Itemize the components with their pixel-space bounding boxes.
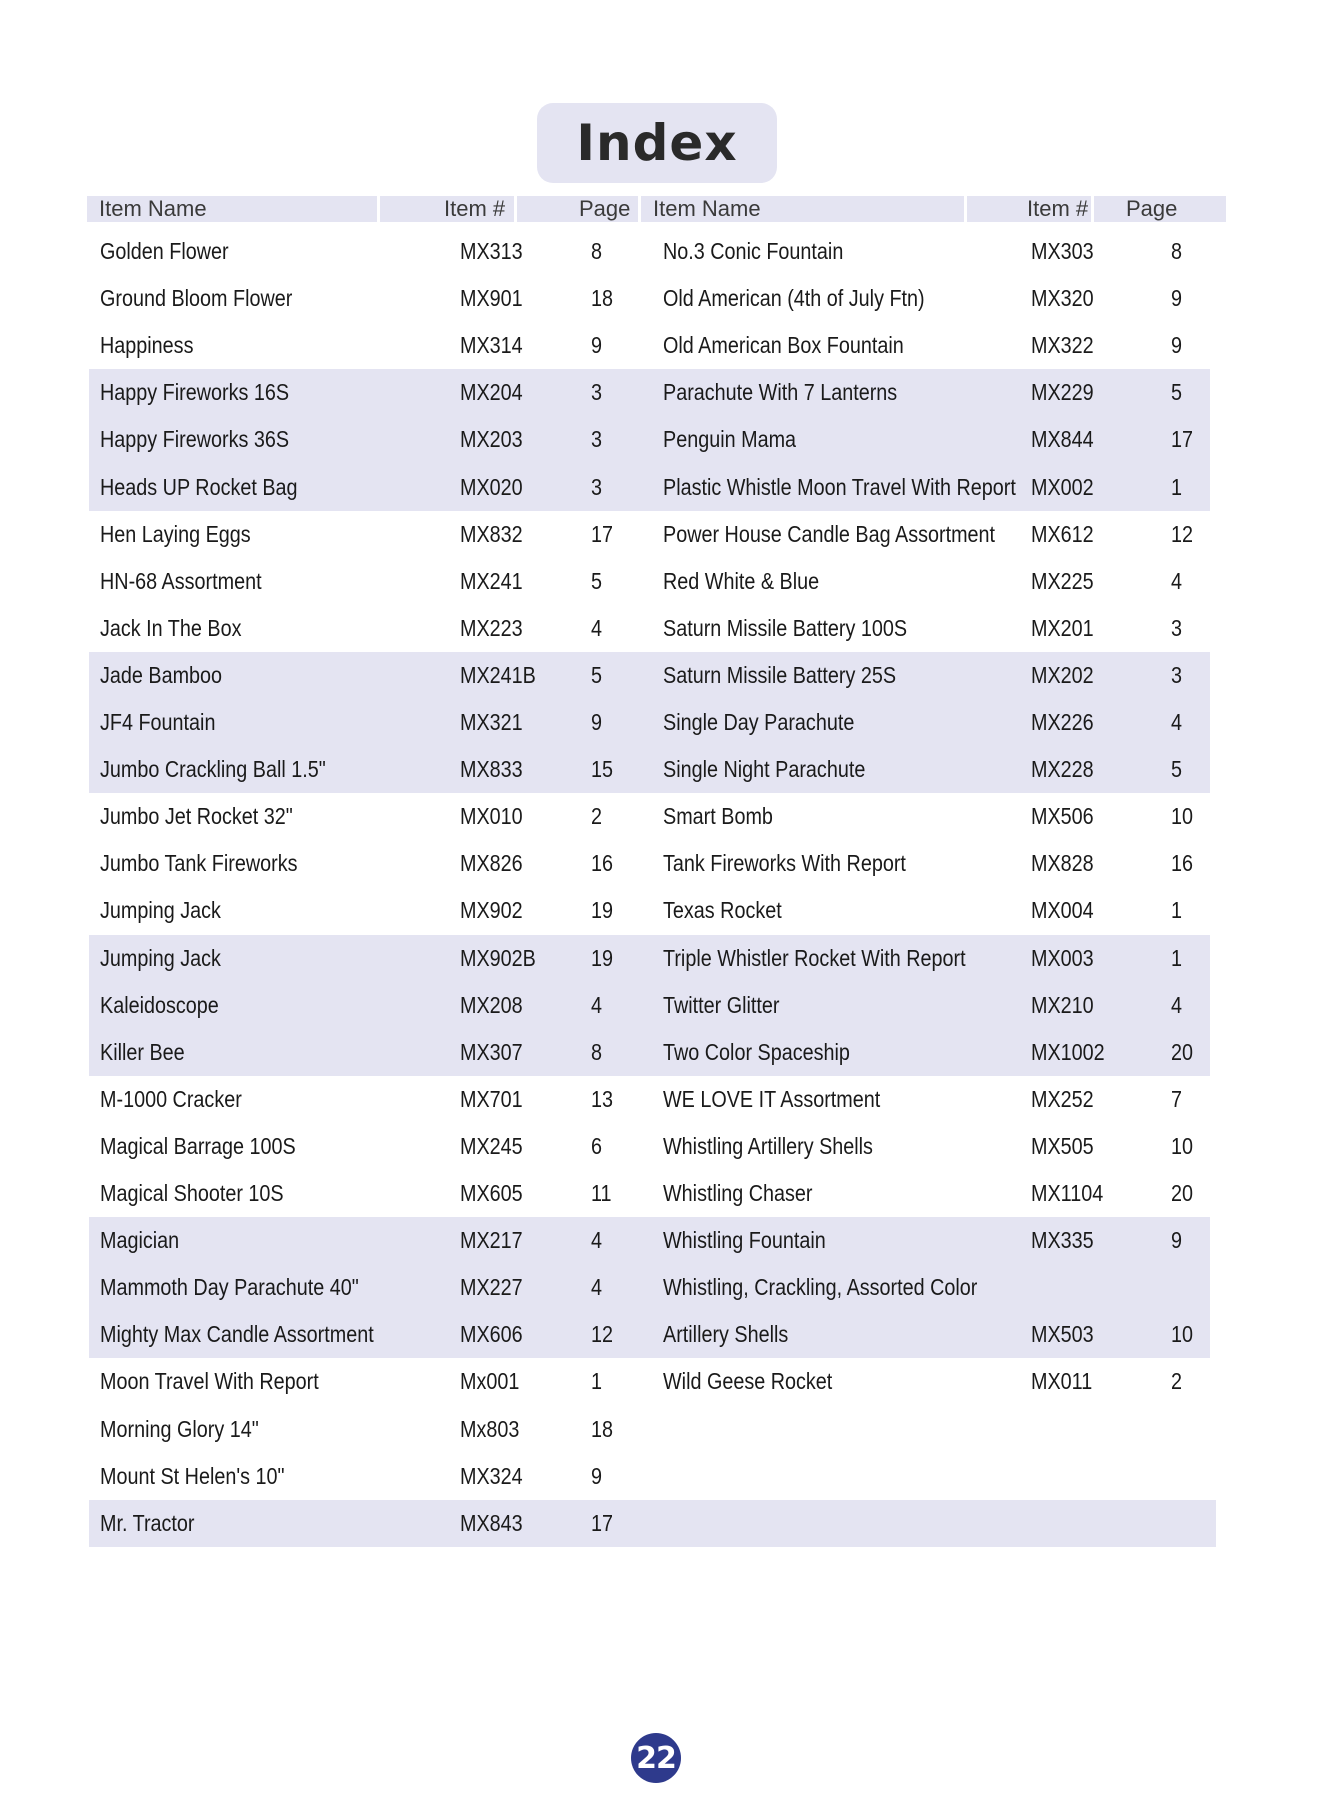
left-page-number-cell: 8 [591,1038,603,1065]
left-page-number-cell: 9 [591,1462,603,1489]
table-row [0,746,1317,793]
table-row [0,1358,1317,1405]
table-row [0,887,1317,934]
left-page-number-cell: 19 [591,897,614,924]
right-item-name-cell: Old American Box Fountain [663,332,904,359]
right-item-number-cell: MX011 [1031,1368,1093,1395]
right-item-number-cell: MX229 [1031,379,1094,406]
left-item-number-cell: MX203 [460,426,523,453]
table-row [0,464,1317,511]
right-item-name-cell: Triple Whistler Rocket With Report [663,944,966,971]
right-item-name-cell: Saturn Missile Battery 100S [663,614,908,641]
page-number: 22 [636,1740,676,1776]
right-item-number-cell: MX1104 [1031,1180,1104,1206]
right-item-name-cell: Saturn Missile Battery 25S [663,661,897,688]
left-item-number-cell: MX902 [460,897,523,924]
left-item-number-cell: MX826 [460,850,523,877]
header-page-left: Page [517,196,638,222]
right-page-number-cell: 9 [1171,332,1183,359]
right-page-number-cell: 9 [1171,285,1183,312]
left-page-number-cell: 9 [591,709,603,735]
left-item-name-cell: Heads UP Rocket Bag [100,473,298,500]
right-page-number-cell: 1 [1171,944,1183,971]
right-item-name-cell: Single Day Parachute [663,709,855,735]
right-item-name-cell: Red White & Blue [663,567,820,594]
left-item-name-cell: HN-68 Assortment [100,567,262,594]
right-page-number-cell: 12 [1171,520,1194,547]
right-page-number-cell: 17 [1171,426,1194,453]
right-item-name-cell: WE LOVE IT Assortment [663,1085,881,1112]
table-row [0,1500,1317,1547]
right-item-name-cell: Twitter Glitter [663,991,780,1018]
right-item-name-cell: Texas Rocket [663,897,782,924]
right-page-number-cell: 10 [1171,1321,1194,1348]
right-item-name-cell: Artillery Shells [663,1321,789,1348]
left-page-number-cell: 16 [591,850,614,877]
left-item-name-cell: Golden Flower [100,238,229,264]
right-item-number-cell: MX252 [1031,1085,1094,1112]
right-item-number-cell: MX322 [1031,332,1094,359]
left-item-number-cell: MX324 [460,1462,523,1489]
right-item-name-cell: Whistling Artillery Shells [663,1132,873,1159]
right-item-number-cell: MX002 [1031,473,1094,500]
left-page-number-cell: 1 [591,1368,603,1395]
table-row [0,1311,1317,1358]
right-item-number-cell: MX003 [1031,944,1094,971]
left-item-number-cell: MX241B [460,661,536,688]
right-item-number-cell: MX503 [1031,1321,1094,1348]
right-item-number-cell: MX505 [1031,1132,1094,1159]
left-item-name-cell: Jumbo Crackling Ball 1.5" [100,756,326,783]
left-item-number-cell: MX902B [460,944,536,971]
left-item-name-cell: Jack In The Box [100,614,242,641]
left-page-number-cell: 4 [591,1274,603,1301]
right-item-number-cell: MX303 [1031,238,1094,264]
left-item-name-cell: Hen Laying Eggs [100,520,251,547]
left-page-number-cell: 4 [591,1227,603,1254]
table-row [0,1076,1317,1123]
right-page-number-cell: 10 [1171,1132,1194,1159]
table-row [0,369,1317,416]
right-item-number-cell: MX828 [1031,850,1094,877]
table-row [0,935,1317,982]
left-page-number-cell: 17 [591,1509,614,1536]
left-item-number-cell: MX010 [460,803,523,830]
header-page-right: Page [1094,196,1226,222]
left-item-name-cell: Killer Bee [100,1038,185,1065]
left-item-name-cell: Happiness [100,332,194,359]
left-item-name-cell: Ground Bloom Flower [100,285,293,312]
right-item-number-cell: MX201 [1031,614,1094,641]
right-item-number-cell: MX506 [1031,803,1094,830]
right-item-name-cell: Power House Candle Bag Assortment [663,520,996,547]
left-item-number-cell: Mx803 [460,1415,520,1442]
left-page-number-cell: 9 [591,332,603,359]
right-page-number-cell: 4 [1171,567,1183,594]
left-item-name-cell: M-1000 Cracker [100,1085,242,1112]
right-page-number-cell: 4 [1171,991,1183,1018]
right-page-number-cell: 10 [1171,803,1194,830]
right-item-name-cell: Whistling, Crackling, Assorted Color [663,1274,978,1301]
left-item-name-cell: JF4 Fountain [100,709,216,735]
header-item-no-left: Item # [380,196,514,222]
left-page-number-cell: 3 [591,426,603,453]
left-item-name-cell: Jumbo Jet Rocket 32" [100,803,293,830]
left-page-number-cell: 19 [591,944,614,971]
left-item-name-cell: Jade Bamboo [100,661,223,688]
right-item-number-cell: MX1002 [1031,1038,1105,1065]
left-item-name-cell: Magician [100,1227,180,1254]
table-row [0,1029,1317,1076]
right-item-name-cell: Whistling Chaser [663,1180,813,1206]
left-page-number-cell: 6 [591,1132,603,1159]
left-item-number-cell: MX901 [460,285,523,312]
left-page-number-cell: 3 [591,473,603,500]
table-row [0,416,1317,463]
right-item-name-cell: No.3 Conic Fountain [663,238,844,264]
left-item-name-cell: Jumbo Tank Fireworks [100,850,298,877]
left-item-number-cell: MX208 [460,991,523,1018]
right-page-number-cell: 5 [1171,379,1183,406]
left-item-name-cell: Mr. Tractor [100,1509,195,1536]
right-item-number-cell: MX320 [1031,285,1094,312]
right-item-number-cell: MX844 [1031,426,1094,453]
right-item-name-cell: Old American (4th of July Ftn) [663,285,925,312]
right-page-number-cell: 5 [1171,756,1183,783]
right-page-number-cell: 20 [1171,1180,1194,1206]
left-page-number-cell: 13 [591,1085,614,1112]
left-item-number-cell: MX832 [460,520,523,547]
left-item-number-cell: MX321 [460,709,523,735]
left-item-name-cell: Morning Glory 14" [100,1415,259,1442]
right-item-name-cell: Plastic Whistle Moon Travel With Report [663,473,1016,500]
left-item-name-cell: Magical Barrage 100S [100,1132,296,1159]
right-item-number-cell: MX225 [1031,567,1094,594]
right-item-name-cell: Two Color Spaceship [663,1038,850,1065]
left-page-number-cell: 11 [591,1180,612,1206]
table-row [0,1453,1317,1500]
left-item-number-cell: MX701 [460,1085,523,1112]
table-row [0,1170,1317,1217]
index-title-box [537,103,777,183]
right-item-name-cell: Parachute With 7 Lanterns [663,379,898,406]
table-row [0,793,1317,840]
table-row [0,1123,1317,1170]
left-item-name-cell: Jumping Jack [100,897,221,924]
right-page-number-cell: 16 [1171,850,1194,877]
right-page-number-cell: 4 [1171,709,1183,735]
left-page-number-cell: 18 [591,285,614,312]
left-page-number-cell: 5 [591,661,603,688]
left-page-number-cell: 18 [591,1415,614,1442]
table-header [87,196,1226,222]
table-row [0,322,1317,369]
right-page-number-cell: 8 [1171,238,1183,264]
left-item-number-cell: MX843 [460,1509,523,1536]
right-item-number-cell: MX226 [1031,709,1094,735]
right-page-number-cell: 3 [1171,614,1183,641]
left-item-name-cell: Magical Shooter 10S [100,1180,284,1206]
right-item-name-cell: Wild Geese Rocket [663,1368,833,1395]
left-item-number-cell: MX833 [460,756,523,783]
left-item-name-cell: Happy Fireworks 36S [100,426,290,453]
table-row [0,558,1317,605]
right-page-number-cell: 20 [1171,1038,1194,1065]
left-item-number-cell: MX313 [460,238,523,264]
table-row [0,840,1317,887]
left-item-number-cell: MX314 [460,332,523,359]
left-item-number-cell: MX245 [460,1132,523,1159]
right-item-name-cell: Tank Fireworks With Report [663,850,906,877]
table-row [0,652,1317,699]
left-page-number-cell: 3 [591,379,603,406]
table-row [0,228,1317,275]
right-item-number-cell: MX004 [1031,897,1094,924]
left-item-number-cell: MX241 [460,567,523,594]
left-item-number-cell: MX217 [460,1227,523,1254]
left-page-number-cell: 8 [591,238,603,264]
left-page-number-cell: 4 [591,991,603,1018]
left-item-number-cell: MX307 [460,1038,523,1065]
right-page-number-cell: 7 [1171,1085,1183,1112]
left-item-name-cell: Mammoth Day Parachute 40" [100,1274,359,1301]
table-row [0,1264,1317,1311]
right-item-name-cell: Whistling Fountain [663,1227,826,1254]
left-item-name-cell: Happy Fireworks 16S [100,379,290,406]
table-row [0,1217,1317,1264]
left-item-name-cell: Mount St Helen's 10" [100,1462,285,1489]
left-page-number-cell: 12 [591,1321,614,1348]
left-page-number-cell: 15 [591,756,614,783]
left-page-number-cell: 5 [591,567,603,594]
table-row [0,511,1317,558]
right-item-name-cell: Penguin Mama [663,426,797,453]
right-page-number-cell: 1 [1171,897,1183,924]
table-row [0,982,1317,1029]
right-item-number-cell: MX612 [1031,520,1094,547]
right-item-name-cell: Single Night Parachute [663,756,866,783]
left-item-name-cell: Mighty Max Candle Assortment [100,1321,374,1348]
left-item-name-cell: Kaleidoscope [100,991,219,1018]
table-row [0,605,1317,652]
left-page-number-cell: 4 [591,614,603,641]
right-item-name-cell: Smart Bomb [663,803,773,830]
right-item-number-cell: MX228 [1031,756,1094,783]
right-page-number-cell: 2 [1171,1368,1183,1395]
table-row [0,275,1317,322]
left-item-number-cell: MX223 [460,614,523,641]
left-item-name-cell: Moon Travel With Report [100,1368,319,1395]
page-number-badge [631,1733,681,1783]
header-item-name-left: Item Name [87,196,377,222]
left-item-name-cell: Jumping Jack [100,944,221,971]
left-page-number-cell: 17 [591,520,614,547]
header-item-name-right: Item Name [641,196,964,222]
left-item-number-cell: MX605 [460,1180,523,1206]
left-item-number-cell: MX227 [460,1274,523,1301]
right-page-number-cell: 9 [1171,1227,1183,1254]
right-item-number-cell: MX210 [1031,991,1094,1018]
left-item-number-cell: MX204 [460,379,523,406]
left-page-number-cell: 2 [591,803,603,830]
header-item-no-right: Item # [967,196,1091,222]
page-title: Index [576,114,738,172]
table-row [0,699,1317,746]
table-row [0,1406,1317,1453]
left-item-number-cell: MX020 [460,473,523,500]
right-page-number-cell: 3 [1171,661,1183,688]
left-item-number-cell: Mx001 [460,1368,520,1395]
right-item-number-cell: MX335 [1031,1227,1094,1254]
left-item-number-cell: MX606 [460,1321,523,1348]
right-item-number-cell: MX202 [1031,661,1094,688]
right-page-number-cell: 1 [1171,473,1183,500]
